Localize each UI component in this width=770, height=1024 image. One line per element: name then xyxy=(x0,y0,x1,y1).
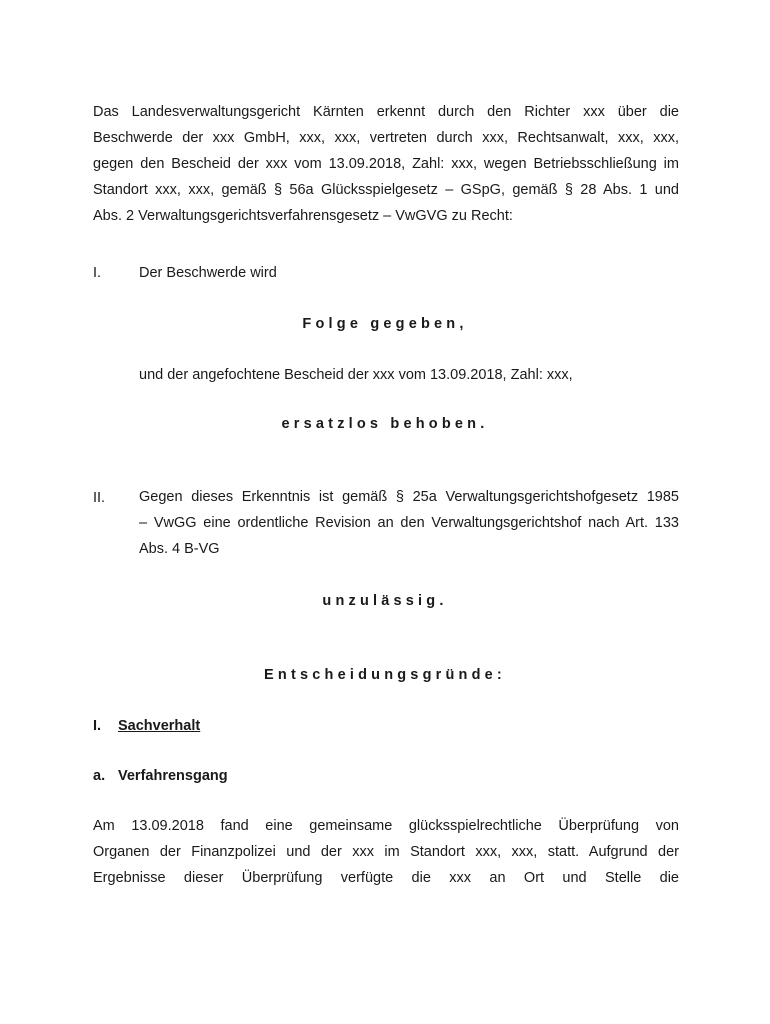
body-line: Organen der Finanzpolizei und der xxx im Standort xxx, xxx, statt. Aufgrund der xyxy=(93,844,679,860)
intro-line: Standort xxx, xxx, gemäß § 56a Glücksspielgesetz – GSpG, gemäß § 28 Abs. 1 und xyxy=(93,182,679,198)
body-line: Am 13.09.2018 fand eine gemeinsame glücksspielrechtliche Überprüfung von xyxy=(93,818,679,834)
section-paragraph xyxy=(139,484,679,562)
intro-line: gegen den Bescheid der xxx vom 13.09.2018, Zahl: xxx, wegen Betriebsschließung im xyxy=(93,156,679,172)
heading-number: I. xyxy=(93,718,102,734)
body-line: Ergebnisse dieser Überprüfung verfügte die xxx an Ort und Stelle die xyxy=(93,870,679,886)
heading-verfahrensgang: Verfahrensgang xyxy=(118,768,228,784)
section-line: Gegen dieses Erkenntnis ist gemäß § 25a Verwaltungsgerichtshofgesetz 1985 xyxy=(139,489,679,505)
intro-paragraph xyxy=(93,99,679,229)
body-paragraph xyxy=(93,813,679,891)
section-text: und der angefochtene Bescheid der xxx vom 13.09.2018, Zahl: xxx, xyxy=(139,367,573,383)
intro-line: Das Landesverwaltungsgericht Kärnten erkennt durch den Richter xxx über die xyxy=(93,104,679,120)
section-line: – VwGG eine ordentliche Revision an den Verwaltungsgerichtshof nach Art. 133 xyxy=(139,515,679,531)
decision-folge-gegeben: Folge gegeben, xyxy=(302,316,468,332)
intro-line: Abs. 2 Verwaltungsgerichtsverfahrensgesetz – VwGVG zu Recht: xyxy=(93,208,513,224)
section-number: II. xyxy=(93,490,106,506)
section-line: Abs. 4 B-VG xyxy=(139,541,220,557)
reasons-heading: Entscheidungsgründe: xyxy=(264,667,506,683)
decision-ersatzlos-behoben: ersatzlos behoben. xyxy=(281,416,489,432)
section-number: I. xyxy=(93,265,102,281)
heading-sachverhalt: Sachverhalt xyxy=(118,718,201,734)
heading-number: a. xyxy=(93,768,106,784)
intro-line: Beschwerde der xxx GmbH, xxx, xxx, vertreten durch xxx, Rechtsanwalt, xxx, xxx, xyxy=(93,130,679,146)
decision-unzulaessig: unzulässig. xyxy=(322,593,448,609)
section-text: Der Beschwerde wird xyxy=(139,265,277,281)
